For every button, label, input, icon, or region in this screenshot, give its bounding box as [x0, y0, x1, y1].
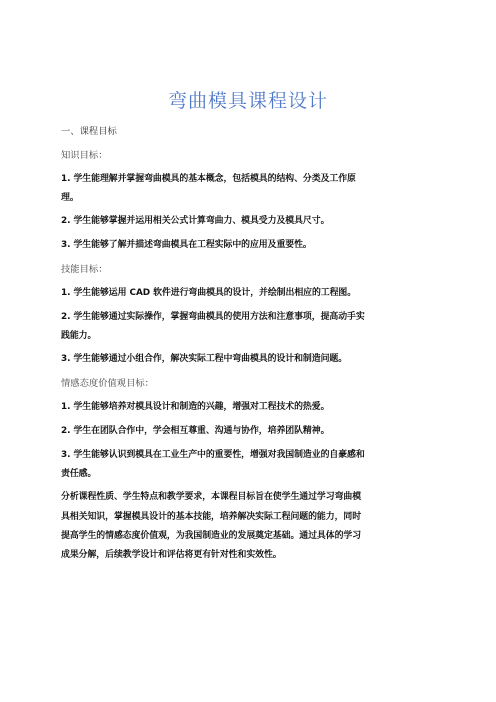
- knowledge-objective-1: 1. 学生能理解并掌握弯曲模具的基本概念，包括模具的结构、分类及工作原: [61, 173, 356, 184]
- document-body: [61, 122, 439, 565]
- summary-paragraph-line-2: 具相关知识，掌握模具设计的基本技能，培养解决实际工程问题的能力，同时: [61, 511, 362, 522]
- subheading-knowledge-objectives: 知识目标：: [61, 149, 108, 161]
- affective-objective-1: 1. 学生能够培养对模具设计和制造的兴趣，增强对工程技术的热爱。: [61, 402, 330, 412]
- document-title: 弯曲模具课程设计: [167, 90, 328, 112]
- skill-objective-3: 3. 学生能够通过小组合作，解决实际工程中弯曲模具的设计和制造问题。: [61, 354, 348, 365]
- subheading-affective-objectives: 情感态度价值观目标：: [61, 378, 154, 390]
- affective-objective-3: 3. 学生能够认识到模具在工业生产中的重要性，增强对我国制造业的自豪感和: [61, 449, 365, 460]
- knowledge-objective-2: 2. 学生能够掌握并运用相关公式计算弯曲力、模具受力及模具尺寸。: [61, 216, 330, 227]
- knowledge-objective-3: 3. 学生能够了解并描述弯曲模具在工程实际中的应用及重要性。: [61, 240, 312, 251]
- skill-objective-2-continued: 践能力。: [61, 330, 97, 341]
- section-heading-course-objectives: 一、课程目标: [61, 126, 117, 137]
- knowledge-objective-1-continued: 理。: [61, 192, 79, 203]
- affective-objective-2: 2. 学生在团队合作中，学会相互尊重、沟通与协作，培养团队精神。: [61, 425, 330, 436]
- summary-paragraph-line-1: 分析课程性质、学生特点和教学要求，本课程目标旨在使学生通过学习弯曲模: [61, 492, 362, 503]
- summary-paragraph-line-4: 成果分解，后续教学设计和评估将更有针对性和实效性。: [61, 549, 282, 560]
- skill-objective-2: 2. 学生能够通过实际操作，掌握弯曲模具的使用方法和注意事项，提高动手实: [61, 311, 365, 322]
- skill-objective-1: 1. 学生能够运用 CAD 软件进行弯曲模具的设计，并绘制出相应的工程图。: [61, 287, 357, 298]
- summary-paragraph-line-3: 提高学生的情感态度价值观，为我国制造业的发展奠定基础。通过具体的学习: [61, 530, 362, 541]
- affective-objective-3-continued: 责任感。: [61, 468, 97, 479]
- subheading-skill-objectives: 技能目标：: [61, 264, 108, 275]
